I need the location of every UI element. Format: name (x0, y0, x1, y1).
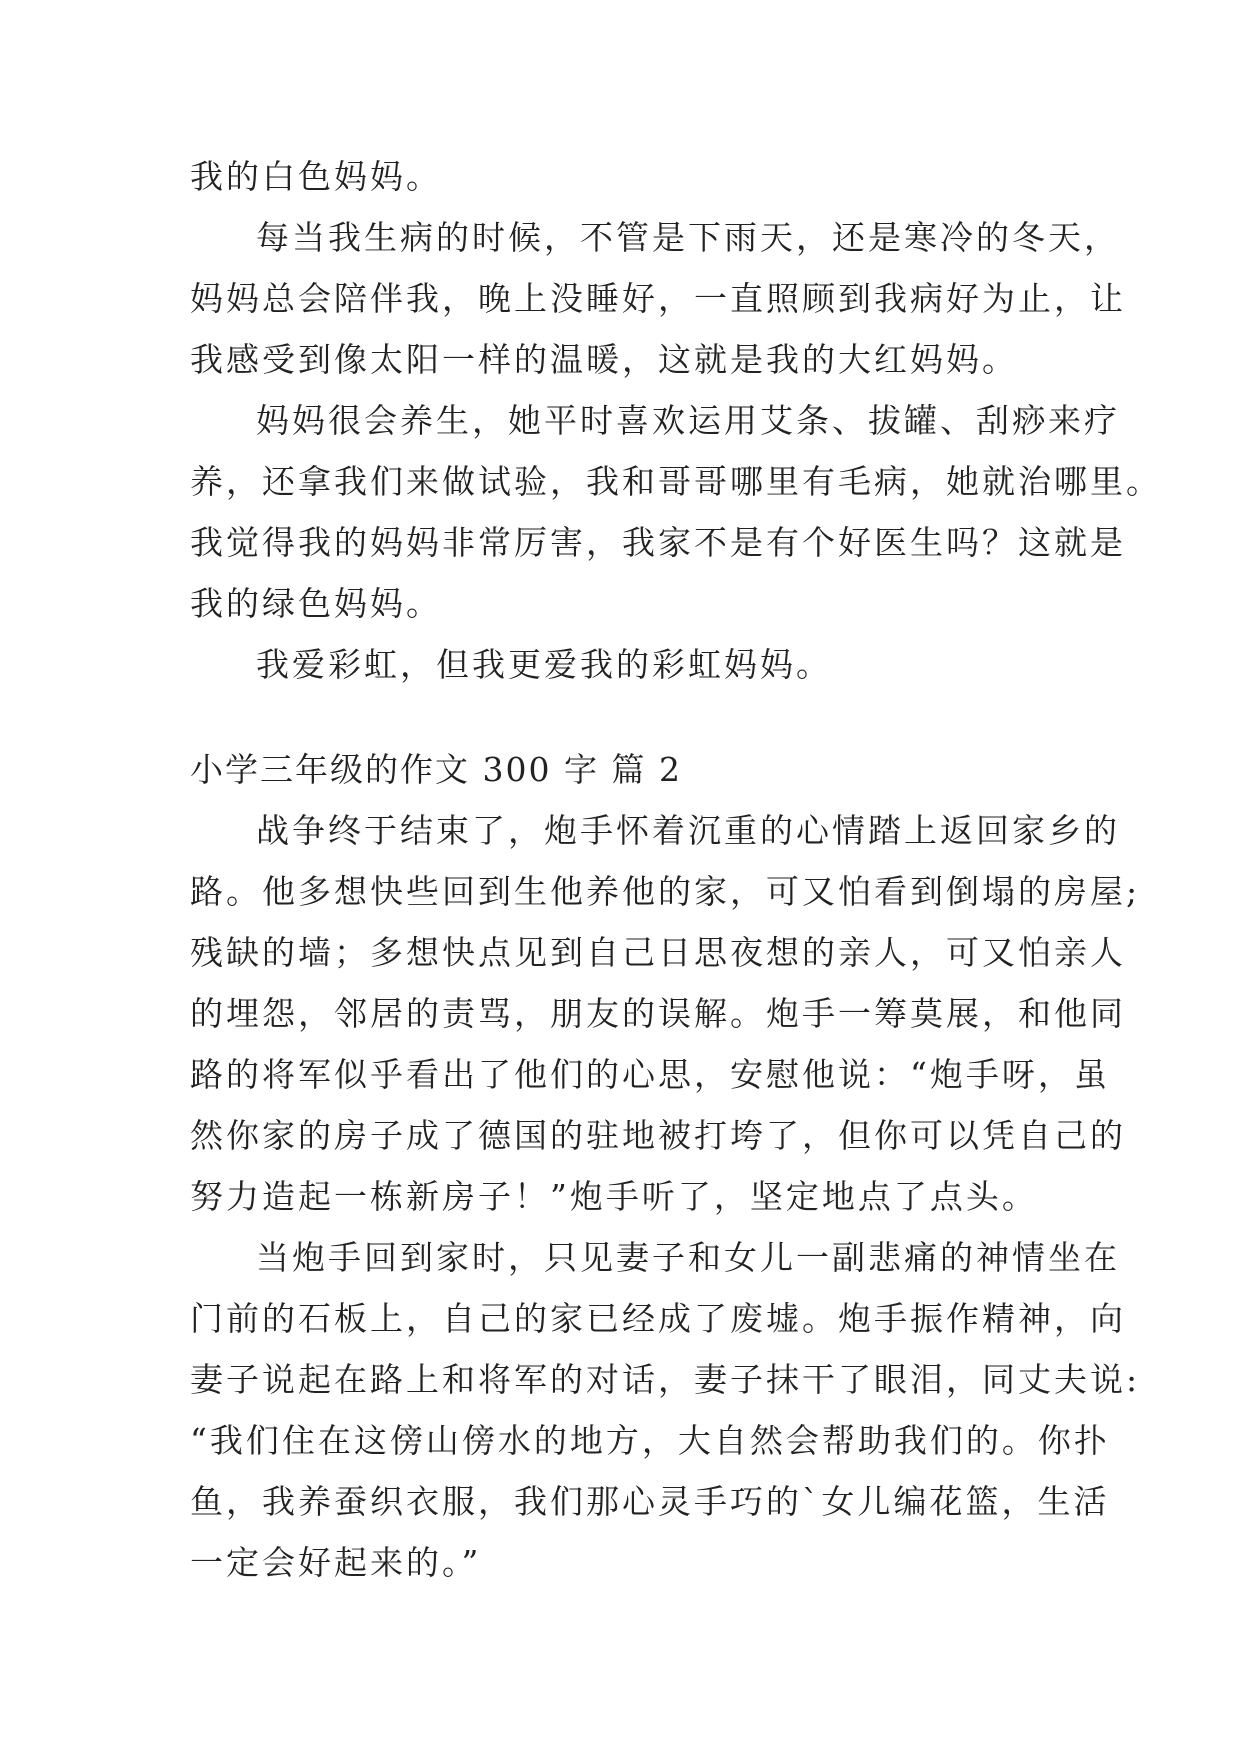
paragraph-line: 努力造起一栋新房子！”炮手听了，坚定地点了点头。 (190, 1177, 1038, 1216)
paragraph-line: 路。他多想快些回到生他养他的家，可又怕看到倒塌的房屋; (190, 872, 1141, 911)
paragraph-line: 的埋怨，邻居的责骂，朋友的误解。炮手一筹莫展，和他同 (190, 994, 1126, 1033)
paragraph-line: 妈妈总会陪伴我，晚上没睡好，一直照顾到我病好为止，让 (190, 279, 1126, 318)
paragraph-line: 残缺的墙；多想快点见到自己日思夜想的亲人，可又怕亲人 (190, 933, 1126, 972)
paragraph-line: “我们住在这傍山傍水的地方，大自然会帮助我们的。你扑 (190, 1421, 1110, 1460)
paragraph-line: 然你家的房子成了德国的驻地被打垮了，但你可以凭自己的 (190, 1116, 1126, 1155)
document-body (190, 146, 1162, 1593)
paragraph-line: 我的绿色妈妈。 (190, 584, 442, 623)
paragraph-line: 门前的石板上，自己的家已经成了废墟。炮手振作精神，向 (190, 1299, 1126, 1338)
paragraph-line: 鱼，我养蚕织衣服，我们那心灵手巧的`女儿编花篮，生活 (190, 1482, 1110, 1521)
paragraph-line: 路的将军似乎看出了他们的心思，安慰他说：“炮手呀，虽 (190, 1055, 1110, 1094)
paragraph-line: 当炮手回到家时，只见妻子和女儿一副悲痛的神情坐在 (256, 1238, 1120, 1277)
section-heading: 小学三年级的作文 300 字 篇 2 (190, 750, 682, 789)
paragraph-line: 妈妈很会养生，她平时喜欢运用艾条、拔罐、刮痧来疗 (256, 401, 1120, 440)
paragraph-line: 我觉得我的妈妈非常厉害，我家不是有个好医生吗？这就是 (190, 523, 1126, 562)
paragraph-line: 战争终于结束了，炮手怀着沉重的心情踏上返回家乡的 (256, 811, 1120, 850)
section-spacer (190, 695, 1052, 739)
paragraph-line: 我感受到像太阳一样的温暖，这就是我的大红妈妈。 (190, 340, 1018, 379)
paragraph-line: 一定会好起来的。” (190, 1543, 482, 1582)
paragraph-line: 我的白色妈妈。 (190, 157, 442, 196)
paragraph-line: 每当我生病的时候，不管是下雨天，还是寒冷的冬天， (256, 218, 1120, 257)
paragraph-line: 我爱彩虹，但我更爱我的彩虹妈妈。 (256, 645, 832, 684)
paragraph-line: 养，还拿我们来做试验，我和哥哥哪里有毛病，她就治哪里。 (190, 462, 1162, 501)
paragraph-line: 妻子说起在路上和将军的对话，妻子抹干了眼泪，同丈夫说: (190, 1360, 1141, 1399)
